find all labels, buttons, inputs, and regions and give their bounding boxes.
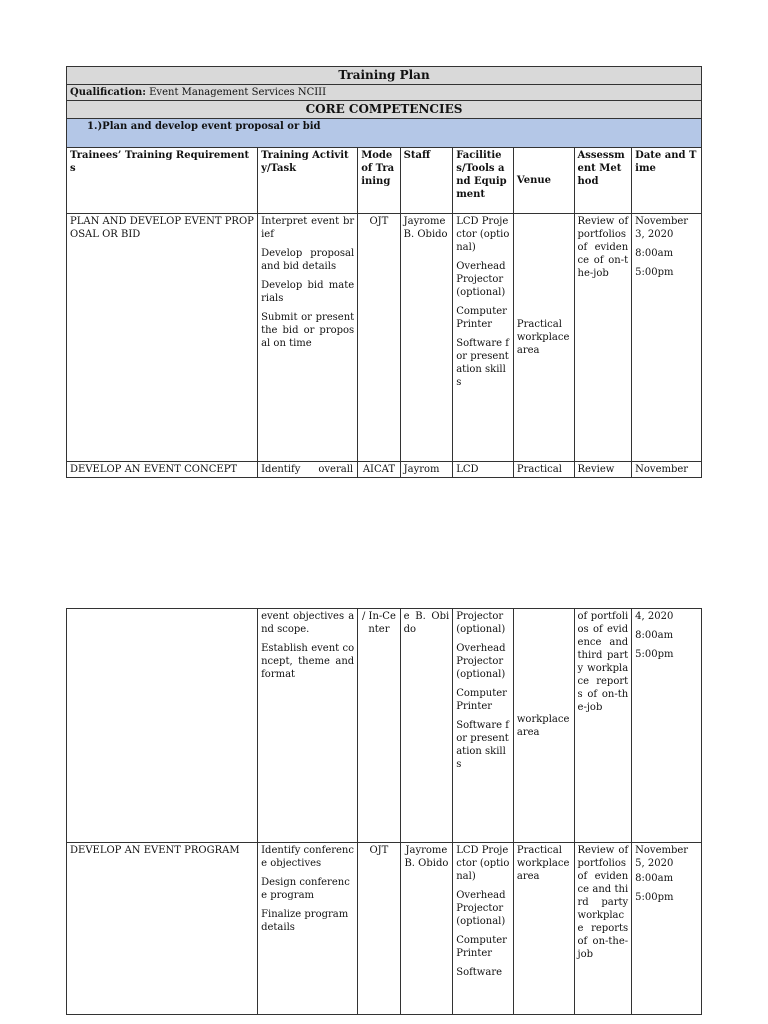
table-row [67,214,702,462]
date-cell [632,843,702,1015]
assessment-cell: Review [574,462,632,478]
facilities-cell [453,609,514,843]
facility-item: Projector (optional) [456,611,506,635]
activity-cell [258,843,358,1015]
requirement-cell: DEVELOP AN EVENT PROGRAM [67,843,258,1015]
requirement-cell: PLAN AND DEVELOP EVENT PROPOSAL OR BID [67,214,258,462]
header-venue [513,148,574,214]
table-row [67,462,702,478]
time-end: 5:00pm [635,649,674,660]
venue-cell: Practical workplace area [513,843,574,1015]
assessment-cell: Review of portfolios of evidence of on-the-job [574,214,632,462]
staff-cell: e B. Obido [400,609,453,843]
activity-item: Develop proposal and bid details [261,248,355,272]
venue-cell [513,214,574,462]
header-venue-label: Venue [516,175,551,186]
facilities-cell [453,843,514,1015]
staff-cell: Jayrome B. Obido [400,214,453,462]
table-title: Training Plan [67,67,702,85]
facility-item: Overhead Projector (optional) [456,890,506,927]
date-line: November 5, 2020 [635,845,689,869]
section-heading: CORE COMPETENCIES [67,101,702,119]
training-plan-table-page2 [66,608,702,1015]
header-requirements: Trainees’ Training Requirements [67,148,258,214]
unit-heading: 1.)Plan and develop event proposal or bid [67,119,702,148]
table-row [67,843,702,1015]
facility-item: Computer Printer [456,688,507,712]
venue-text: Practical workplace area [516,319,570,356]
facility-item: LCD Projector (optional) [456,216,510,253]
activity-cell [258,462,358,478]
header-date: Date and Time [632,148,702,214]
date-cell: November [632,462,702,478]
facility-item: Overhead Projector (optional) [456,643,506,680]
page-1 [66,66,702,478]
activity-item: Identify conference objectives [261,845,354,869]
qualification-line [67,85,702,101]
venue-cell: Practical [513,462,574,478]
assessment-cell: of portfolios of evidence and third party workplace reports of on-the-job [574,609,632,843]
facility-item: Software for presentation skills [456,338,509,388]
staff-cell: Jayrom [400,462,453,478]
facility-item: Overhead Projector (optional) [456,261,506,298]
facility-item: Computer Printer [456,935,507,959]
activity-item: Develop bid materials [261,280,355,304]
facility-item: Software for presentation skills [456,720,509,770]
requirement-cell: DEVELOP AN EVENT CONCEPT [67,462,258,478]
header-facilities: Facilities/Tools and Equipment [453,148,514,214]
page-2 [66,608,702,1015]
qualification-label: Qualification: [70,87,146,98]
activity-item: Interpret event brief [261,216,355,240]
venue-cell [513,609,574,843]
training-plan-table-page1 [66,66,702,478]
time-start: 8:00am [635,873,674,884]
header-mode: Mode of Training [358,148,400,214]
mode-cell: AICAT [358,462,400,478]
date-line: November 3, 2020 [635,216,689,240]
activity-item: Identify overall [261,464,354,475]
facility-item: LCD Projector (optional) [456,845,510,882]
activity-item: Design conference program [261,877,350,901]
facility-item: Software [456,967,503,978]
activity-item: Establish event concept, theme and format [261,643,355,680]
activity-item: Submit or present the bid or proposal on time [261,312,355,349]
time-start: 8:00am [635,630,674,641]
venue-text: workplace area [516,713,570,738]
time-end: 5:00pm [635,267,674,278]
header-activity: Training Activity/Task [258,148,358,214]
staff-cell: Jayrome B. Obido [400,843,453,1015]
requirement-cell [67,609,258,843]
mode-cell: / In-Center [358,609,400,843]
date-cell [632,609,702,843]
assessment-cell: Review of portfolios of evidence and third party workplace reports of on-the-job [574,843,632,1015]
facilities-cell [453,214,514,462]
activity-cell [258,214,358,462]
activity-cell [258,609,358,843]
activity-item: Finalize program details [261,909,349,933]
facility-item: Computer Printer [456,306,507,330]
time-start: 8:00am [635,248,674,259]
facilities-cell: LCD [453,462,514,478]
mode-cell: OJT [358,214,400,462]
mode-cell: OJT [358,843,400,1015]
time-end: 5:00pm [635,892,674,903]
date-cell [632,214,702,462]
qualification-value: Event Management Services NCIII [145,87,327,98]
activity-item: event objectives and scope. [261,611,355,635]
date-line: 4, 2020 [635,611,674,622]
table-row [67,609,702,843]
header-assessment: Assessment Method [574,148,632,214]
header-staff: Staff [400,148,453,214]
